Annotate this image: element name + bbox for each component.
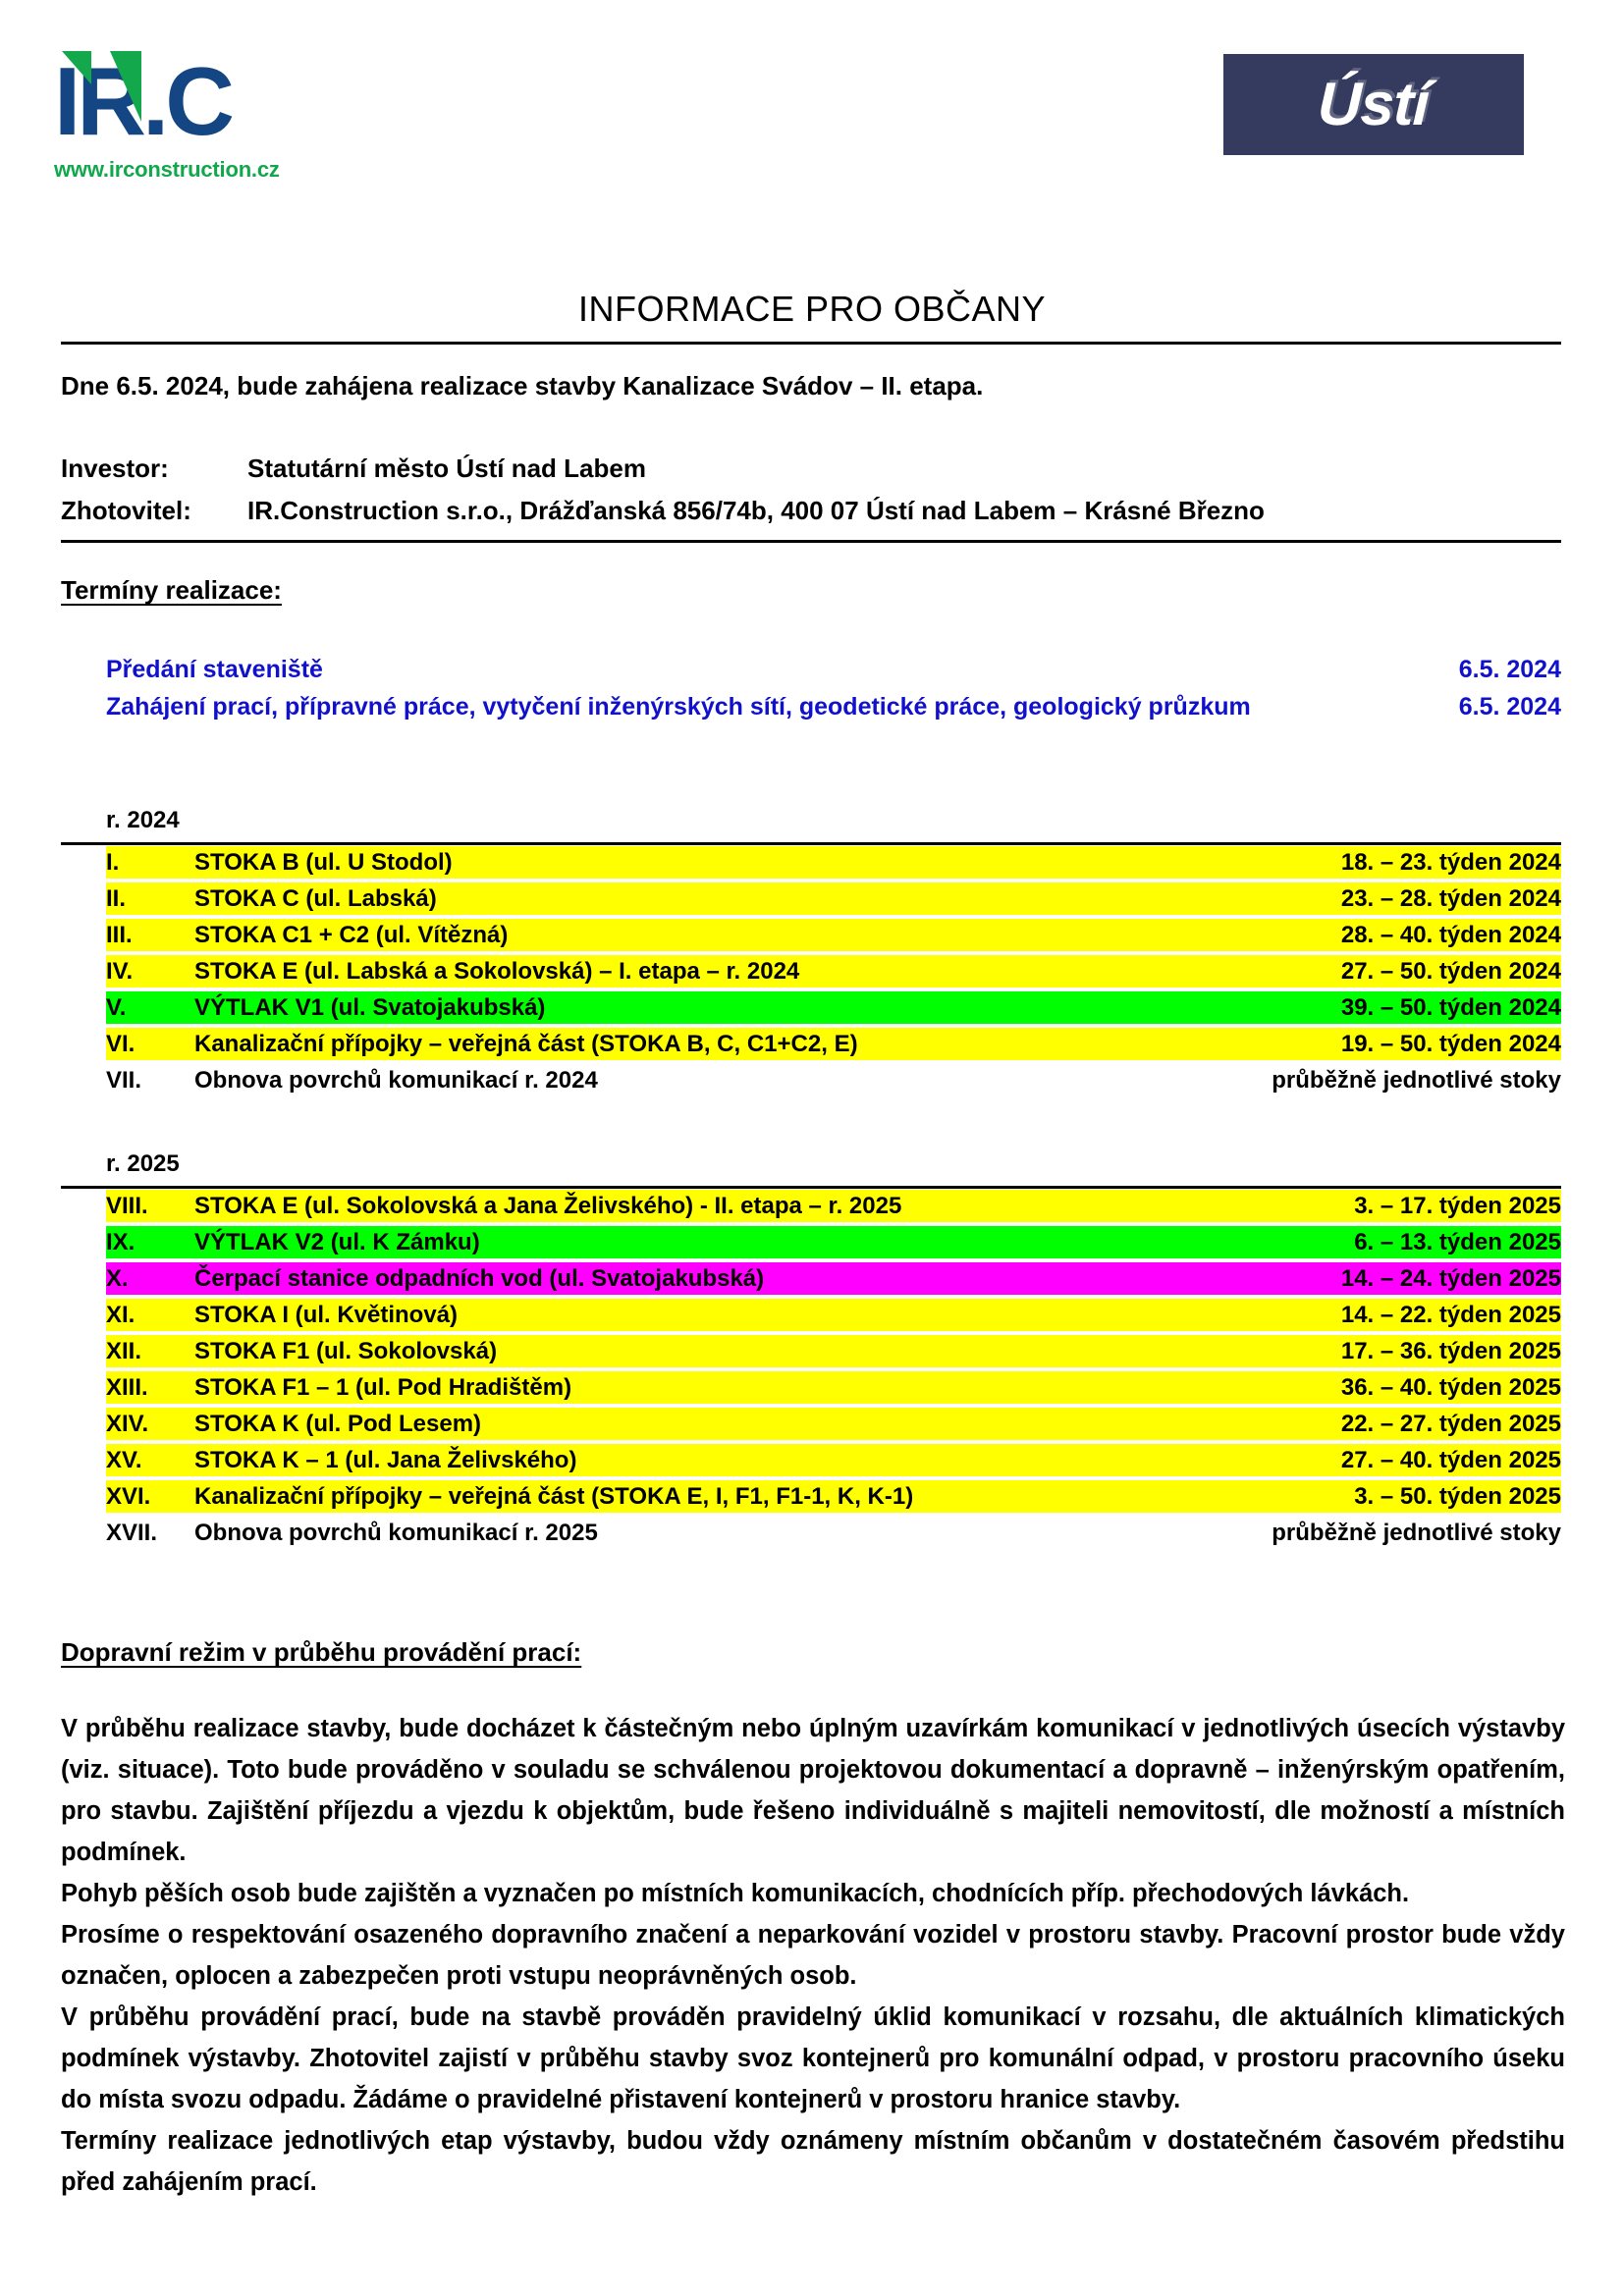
row-number: VIII. xyxy=(106,1193,148,1219)
irc-green-accent-diagonal-icon xyxy=(110,51,141,122)
table-row xyxy=(106,1371,1561,1404)
row-description: STOKA F1 – 1 (ul. Pod Hradištěm) xyxy=(194,1374,572,1401)
investor-row xyxy=(61,454,646,484)
irc-logo xyxy=(54,47,358,189)
schedule-table-2024 xyxy=(106,846,1561,1100)
row-description: STOKA F1 (ul. Sokolovská) xyxy=(194,1338,498,1364)
body-text-block xyxy=(61,1708,1565,2203)
table-row xyxy=(106,991,1561,1024)
row-description: VÝTLAK V2 (ul. K Zámku) xyxy=(194,1229,480,1255)
row-date: 3. – 50. týden 2025 xyxy=(1354,1483,1561,1510)
title-divider xyxy=(61,342,1561,345)
row-description: STOKA E (ul. Sokolovská a Jana Želivského) - II. etapa – r. 2025 xyxy=(194,1193,902,1219)
row-number: IV. xyxy=(106,958,134,985)
row-date: průběžně jednotlivé stoky xyxy=(1272,1067,1561,1094)
row-date: 39. – 50. týden 2024 xyxy=(1340,994,1561,1021)
table-row xyxy=(106,882,1561,915)
table-row xyxy=(106,1262,1561,1295)
parties-divider xyxy=(61,540,1561,543)
paragraph-traffic-closures: V průběhu realizace stavby, bude docházet k částečným nebo úplným uzavírkám komunikací v jednotlivých úsecích výstavby (viz. situace). Toto bude prováděno v souladu se schválenou projektovou dokumentací a dopravně – inženýrským opatřením, pro stavbu. Zajištění příjezdu a vjezdu k objektům, bude řešeno individuálně s majiteli nemovitostí, dle možností a místních podmínek. xyxy=(61,1715,1565,1866)
usti-logo xyxy=(1223,54,1524,155)
row-date: 36. – 40. týden 2025 xyxy=(1340,1374,1561,1401)
row-description: STOKA K (ul. Pod Lesem) xyxy=(194,1411,482,1437)
schedule-2024-top-divider xyxy=(61,842,1561,845)
investor-label: Investor: xyxy=(61,454,169,483)
table-row xyxy=(106,1444,1561,1476)
schedule-table-2025 xyxy=(106,1190,1561,1553)
table-row xyxy=(106,1028,1561,1060)
table-row xyxy=(106,1190,1561,1222)
row-number: XI. xyxy=(106,1302,135,1328)
row-number: XVII. xyxy=(106,1520,158,1546)
row-number: VII. xyxy=(106,1067,142,1094)
row-date: 17. – 36. týden 2025 xyxy=(1340,1338,1561,1364)
intro-statement: Dne 6.5. 2024, bude zahájena realizace stavby Kanalizace Svádov – II. etapa. xyxy=(61,371,984,400)
row-date: 27. – 40. týden 2025 xyxy=(1340,1447,1561,1473)
row-date: 14. – 22. týden 2025 xyxy=(1340,1302,1561,1328)
paragraph-notice-schedule: Termíny realizace jednotlivých etap výstavby, budou vždy oznámeny místním občanům v dostatečném časovém předstihu před zahájením prací. xyxy=(61,2127,1565,2196)
row-date: 23. – 28. týden 2024 xyxy=(1340,885,1561,912)
row-description: STOKA K – 1 (ul. Jana Želivského) xyxy=(194,1447,577,1473)
milestone-row xyxy=(106,693,1561,721)
row-description: Čerpací stanice odpadních vod (ul. Svatojakubská) xyxy=(194,1265,765,1292)
table-row xyxy=(106,1064,1561,1096)
terms-heading: Termíny realizace: xyxy=(61,575,282,605)
row-number: IX. xyxy=(106,1229,135,1255)
contractor-row xyxy=(61,496,1265,526)
row-description: Obnova povrchů komunikací r. 2025 xyxy=(194,1520,598,1546)
row-description: Kanalizační přípojky – veřejná část (STOKA E, I, F1, F1-1, K, K-1) xyxy=(194,1483,914,1510)
row-description: Obnova povrchů komunikací r. 2024 xyxy=(194,1067,598,1094)
row-date: 14. – 24. týden 2025 xyxy=(1340,1265,1561,1292)
investor-value: Statutární město Ústí nad Labem xyxy=(247,454,646,483)
milestone-row xyxy=(106,656,1561,684)
row-number: XVI. xyxy=(106,1483,151,1510)
milestone-date: 6.5. 2024 xyxy=(1458,693,1561,721)
milestone-label: Zahájení prací, přípravné práce, vytyčení inženýrských sítí, geodetické práce, geologický průzkum xyxy=(106,693,1251,721)
row-number: II. xyxy=(106,885,127,912)
row-number: X. xyxy=(106,1265,129,1292)
table-row xyxy=(106,1517,1561,1549)
table-row xyxy=(106,955,1561,988)
row-date: průběžně jednotlivé stoky xyxy=(1272,1520,1561,1546)
table-row xyxy=(106,1299,1561,1331)
irc-green-accent-top-icon xyxy=(62,51,91,84)
table-row xyxy=(106,1226,1561,1258)
table-row xyxy=(106,1480,1561,1513)
row-description: STOKA E (ul. Labská a Sokolovská) – I. etapa – r. 2024 xyxy=(194,958,800,985)
table-row xyxy=(106,1335,1561,1367)
row-date: 19. – 50. týden 2024 xyxy=(1340,1031,1561,1057)
traffic-regime-heading: Dopravní režim v průběhu provádění prací: xyxy=(61,1637,582,1667)
row-description: STOKA C1 + C2 (ul. Vítězná) xyxy=(194,922,509,948)
row-number: XIII. xyxy=(106,1374,148,1401)
contractor-label: Zhotovitel: xyxy=(61,496,191,525)
year-label-2024: r. 2024 xyxy=(106,807,180,833)
paragraph-signage-parking: Prosíme o respektování osazeného dopravního značení a neparkování vozidel v prostoru stavby. Pracovní prostor bude vždy označen, oplocen a zabezpečen proti vstupu neoprávněných osob. xyxy=(61,1921,1565,1990)
row-date: 18. – 23. týden 2024 xyxy=(1340,849,1561,876)
row-description: Kanalizační přípojky – veřejná část (STOKA B, C, C1+C2, E) xyxy=(194,1031,858,1057)
irc-wordmark: IR.C xyxy=(54,47,231,155)
table-row xyxy=(106,1408,1561,1440)
contractor-value: IR.Construction s.r.o., Drážďanská 856/74b, 400 07 Ústí nad Labem – Krásné Březno xyxy=(247,496,1265,525)
row-date: 22. – 27. týden 2025 xyxy=(1340,1411,1561,1437)
row-number: I. xyxy=(106,849,120,876)
row-date: 3. – 17. týden 2025 xyxy=(1354,1193,1561,1219)
table-row xyxy=(106,846,1561,879)
paragraph-pedestrians: Pohyb pěších osob bude zajištěn a vyznačen po místních komunikacích, chodnících příp. přechodových lávkách. xyxy=(61,1880,1410,1907)
irc-logo-mark xyxy=(54,47,349,155)
irc-website-url: www.irconstruction.cz xyxy=(54,157,280,182)
row-date: 28. – 40. týden 2024 xyxy=(1340,922,1561,948)
row-number: III. xyxy=(106,922,133,948)
row-number: V. xyxy=(106,994,127,1021)
row-number: XII. xyxy=(106,1338,142,1364)
milestone-date: 6.5. 2024 xyxy=(1458,656,1561,683)
row-number: XIV. xyxy=(106,1411,149,1437)
milestone-label: Předání staveniště xyxy=(106,656,323,683)
year-label-2025: r. 2025 xyxy=(106,1150,180,1177)
schedule-2025-top-divider xyxy=(61,1186,1561,1189)
row-date: 27. – 50. týden 2024 xyxy=(1340,958,1561,985)
paragraph-cleaning-waste: V průběhu provádění prací, bude na stavbě prováděn pravidelný úklid komunikací v rozsahu, dle aktuálních klimatických podmínek výstavby. Zhotovitel zajistí v průběhu stavby svoz kontejnerů pro komunální odpad, v prostoru pracovního úseku do místa svozu odpadu. Žádáme o pravidelné přistavení kontejnerů v prostoru hranice stavby. xyxy=(61,2003,1565,2113)
document-header xyxy=(0,0,1624,226)
row-description: STOKA B (ul. U Stodol) xyxy=(194,849,453,876)
row-description: VÝTLAK V1 (ul. Svatojakubská) xyxy=(194,994,546,1021)
row-date: 6. – 13. týden 2025 xyxy=(1354,1229,1561,1255)
usti-logo-text: Ústí xyxy=(1317,71,1431,138)
table-row xyxy=(106,919,1561,951)
row-number: XV. xyxy=(106,1447,142,1473)
row-number: VI. xyxy=(106,1031,135,1057)
row-description: STOKA C (ul. Labská) xyxy=(194,885,437,912)
page-title: INFORMACE PRO OBČANY xyxy=(577,289,1047,329)
row-description: STOKA I (ul. Květinová) xyxy=(194,1302,459,1328)
